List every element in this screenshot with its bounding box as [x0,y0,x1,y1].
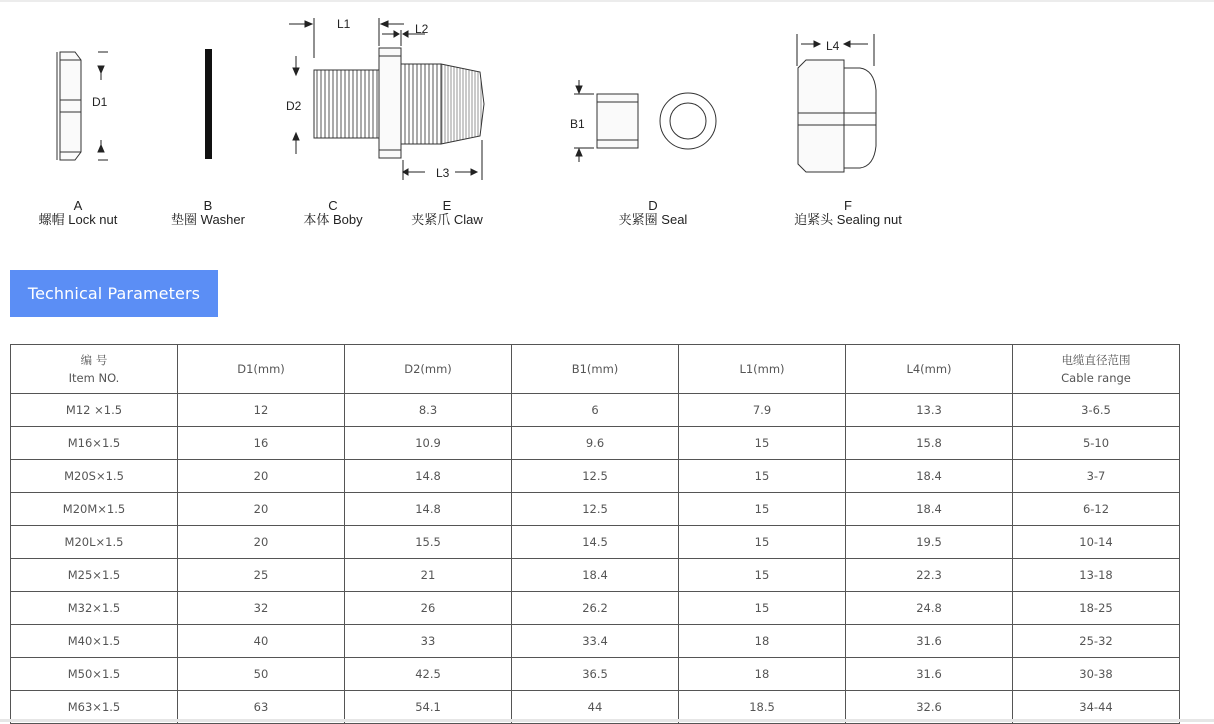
cell-item-no: M20L×1.5 [11,526,178,559]
cell-b1: 18.4 [512,559,679,592]
cell-d1: 25 [178,559,345,592]
body-drawing [314,48,441,158]
cell-d2: 26 [345,592,512,625]
cell-cable-range: 5-10 [1013,427,1180,460]
cell-l4: 32.6 [846,691,1013,724]
cell-l1: 18 [679,658,846,691]
cell-cable-range: 3-7 [1013,460,1180,493]
cell-cable-range: 30-38 [1013,658,1180,691]
header-d1: D1(mm) [178,345,345,394]
part-label-d [619,199,688,227]
header-item-no [11,345,178,394]
cell-d2: 14.8 [345,493,512,526]
table-body [11,394,1180,724]
cell-item-no: M50×1.5 [11,658,178,691]
cell-d2: 42.5 [345,658,512,691]
cell-b1: 33.4 [512,625,679,658]
d2-label: D2 [286,99,302,113]
part-label-c [303,199,362,227]
cell-l4: 31.6 [846,625,1013,658]
claw-drawing [441,64,484,144]
cell-cable-range: 18-25 [1013,592,1180,625]
cell-cable-range: 6-12 [1013,493,1180,526]
cell-l4: 22.3 [846,559,1013,592]
cell-d1: 50 [178,658,345,691]
l4-label: L4 [826,39,840,53]
cell-l1: 15 [679,526,846,559]
cell-l4: 15.8 [846,427,1013,460]
header-cable-range [1013,345,1180,394]
cell-l1: 15 [679,427,846,460]
lock-nut-drawing [57,52,81,160]
part-label-b [171,199,245,227]
cell-b1: 9.6 [512,427,679,460]
cell-d2: 33 [345,625,512,658]
cell-item-no: M20S×1.5 [11,460,178,493]
cell-d1: 16 [178,427,345,460]
table-row [11,394,1180,427]
cell-item-no: M40×1.5 [11,625,178,658]
cell-l1: 7.9 [679,394,846,427]
header-line: Item NO. [68,371,120,385]
cell-l4: 19.5 [846,526,1013,559]
part-name: 本体 Boby [303,212,363,227]
part-letter: D [648,198,658,213]
table-row [11,493,1180,526]
l2-label: L2 [415,22,429,36]
part-label-f [794,199,902,227]
sealing-nut-drawing [798,60,876,172]
part-label-a [39,199,118,227]
header-l1: L1(mm) [679,345,846,394]
cell-l4: 18.4 [846,493,1013,526]
technical-parameters-tab[interactable]: Technical Parameters [10,270,218,317]
cell-cable-range: 10-14 [1013,526,1180,559]
cell-d2: 54.1 [345,691,512,724]
cell-b1: 12.5 [512,493,679,526]
cell-cable-range: 13-18 [1013,559,1180,592]
header-d2: D2(mm) [345,345,512,394]
l3-label: L3 [436,166,450,180]
washer-drawing [205,49,212,159]
cell-b1: 44 [512,691,679,724]
header-line: Cable range [1061,371,1131,385]
cell-b1: 14.5 [512,526,679,559]
table-row [11,625,1180,658]
cell-b1: 26.2 [512,592,679,625]
d1-label: D1 [92,95,108,109]
part-name: 夹紧圈 Seal [618,212,688,227]
cell-l4: 31.6 [846,658,1013,691]
table-row [11,592,1180,625]
header-line: 编 号 [80,353,108,367]
cell-l4: 18.4 [846,460,1013,493]
table-row [11,427,1180,460]
cell-d2: 15.5 [345,526,512,559]
cell-l1: 15 [679,592,846,625]
part-letter: B [203,198,213,213]
cell-item-no: M20M×1.5 [11,493,178,526]
cell-l1: 18.5 [679,691,846,724]
cell-cable-range: 3-6.5 [1013,394,1180,427]
table-row [11,460,1180,493]
cell-d2: 14.8 [345,460,512,493]
cell-item-no: M32×1.5 [11,592,178,625]
part-letter: E [442,198,452,213]
cell-d1: 12 [178,394,345,427]
parts-diagram [0,0,1214,250]
l1-label: L1 [337,17,351,31]
cell-d1: 20 [178,493,345,526]
cell-d1: 20 [178,460,345,493]
table-header-row [11,345,1180,394]
cell-d2: 10.9 [345,427,512,460]
cell-l1: 15 [679,460,846,493]
header-l4: L4(mm) [846,345,1013,394]
cell-b1: 12.5 [512,460,679,493]
cell-d1: 32 [178,592,345,625]
part-label-e [411,199,483,227]
b1-label: B1 [570,117,585,131]
cell-cable-range: 34-44 [1013,691,1180,724]
cell-l4: 13.3 [846,394,1013,427]
table-row [11,658,1180,691]
parameters-table [10,344,1180,724]
cell-item-no: M12 ×1.5 [11,394,178,427]
part-letter: A [73,198,83,213]
part-letter: C [328,198,338,213]
part-name: 垫圈 Washer [171,212,245,227]
cell-b1: 6 [512,394,679,427]
header-line: 电缆直径范围 [1061,353,1131,367]
part-name: 螺帽 Lock nut [38,212,118,227]
part-name: 夹紧爪 Claw [411,212,483,227]
cell-item-no: M25×1.5 [11,559,178,592]
cell-b1: 36.5 [512,658,679,691]
cell-l1: 15 [679,493,846,526]
table-row [11,559,1180,592]
part-name: 迫紧头 Sealing nut [794,212,902,227]
cell-item-no: M16×1.5 [11,427,178,460]
cell-l1: 15 [679,559,846,592]
cell-l4: 24.8 [846,592,1013,625]
cell-d2: 8.3 [345,394,512,427]
cell-d1: 63 [178,691,345,724]
cell-d1: 20 [178,526,345,559]
part-letter: F [844,198,852,213]
cell-d1: 40 [178,625,345,658]
header-b1: B1(mm) [512,345,679,394]
cell-item-no: M63×1.5 [11,691,178,724]
cell-cable-range: 25-32 [1013,625,1180,658]
cell-l1: 18 [679,625,846,658]
cell-d2: 21 [345,559,512,592]
table-row [11,526,1180,559]
seal-drawing [597,93,716,149]
